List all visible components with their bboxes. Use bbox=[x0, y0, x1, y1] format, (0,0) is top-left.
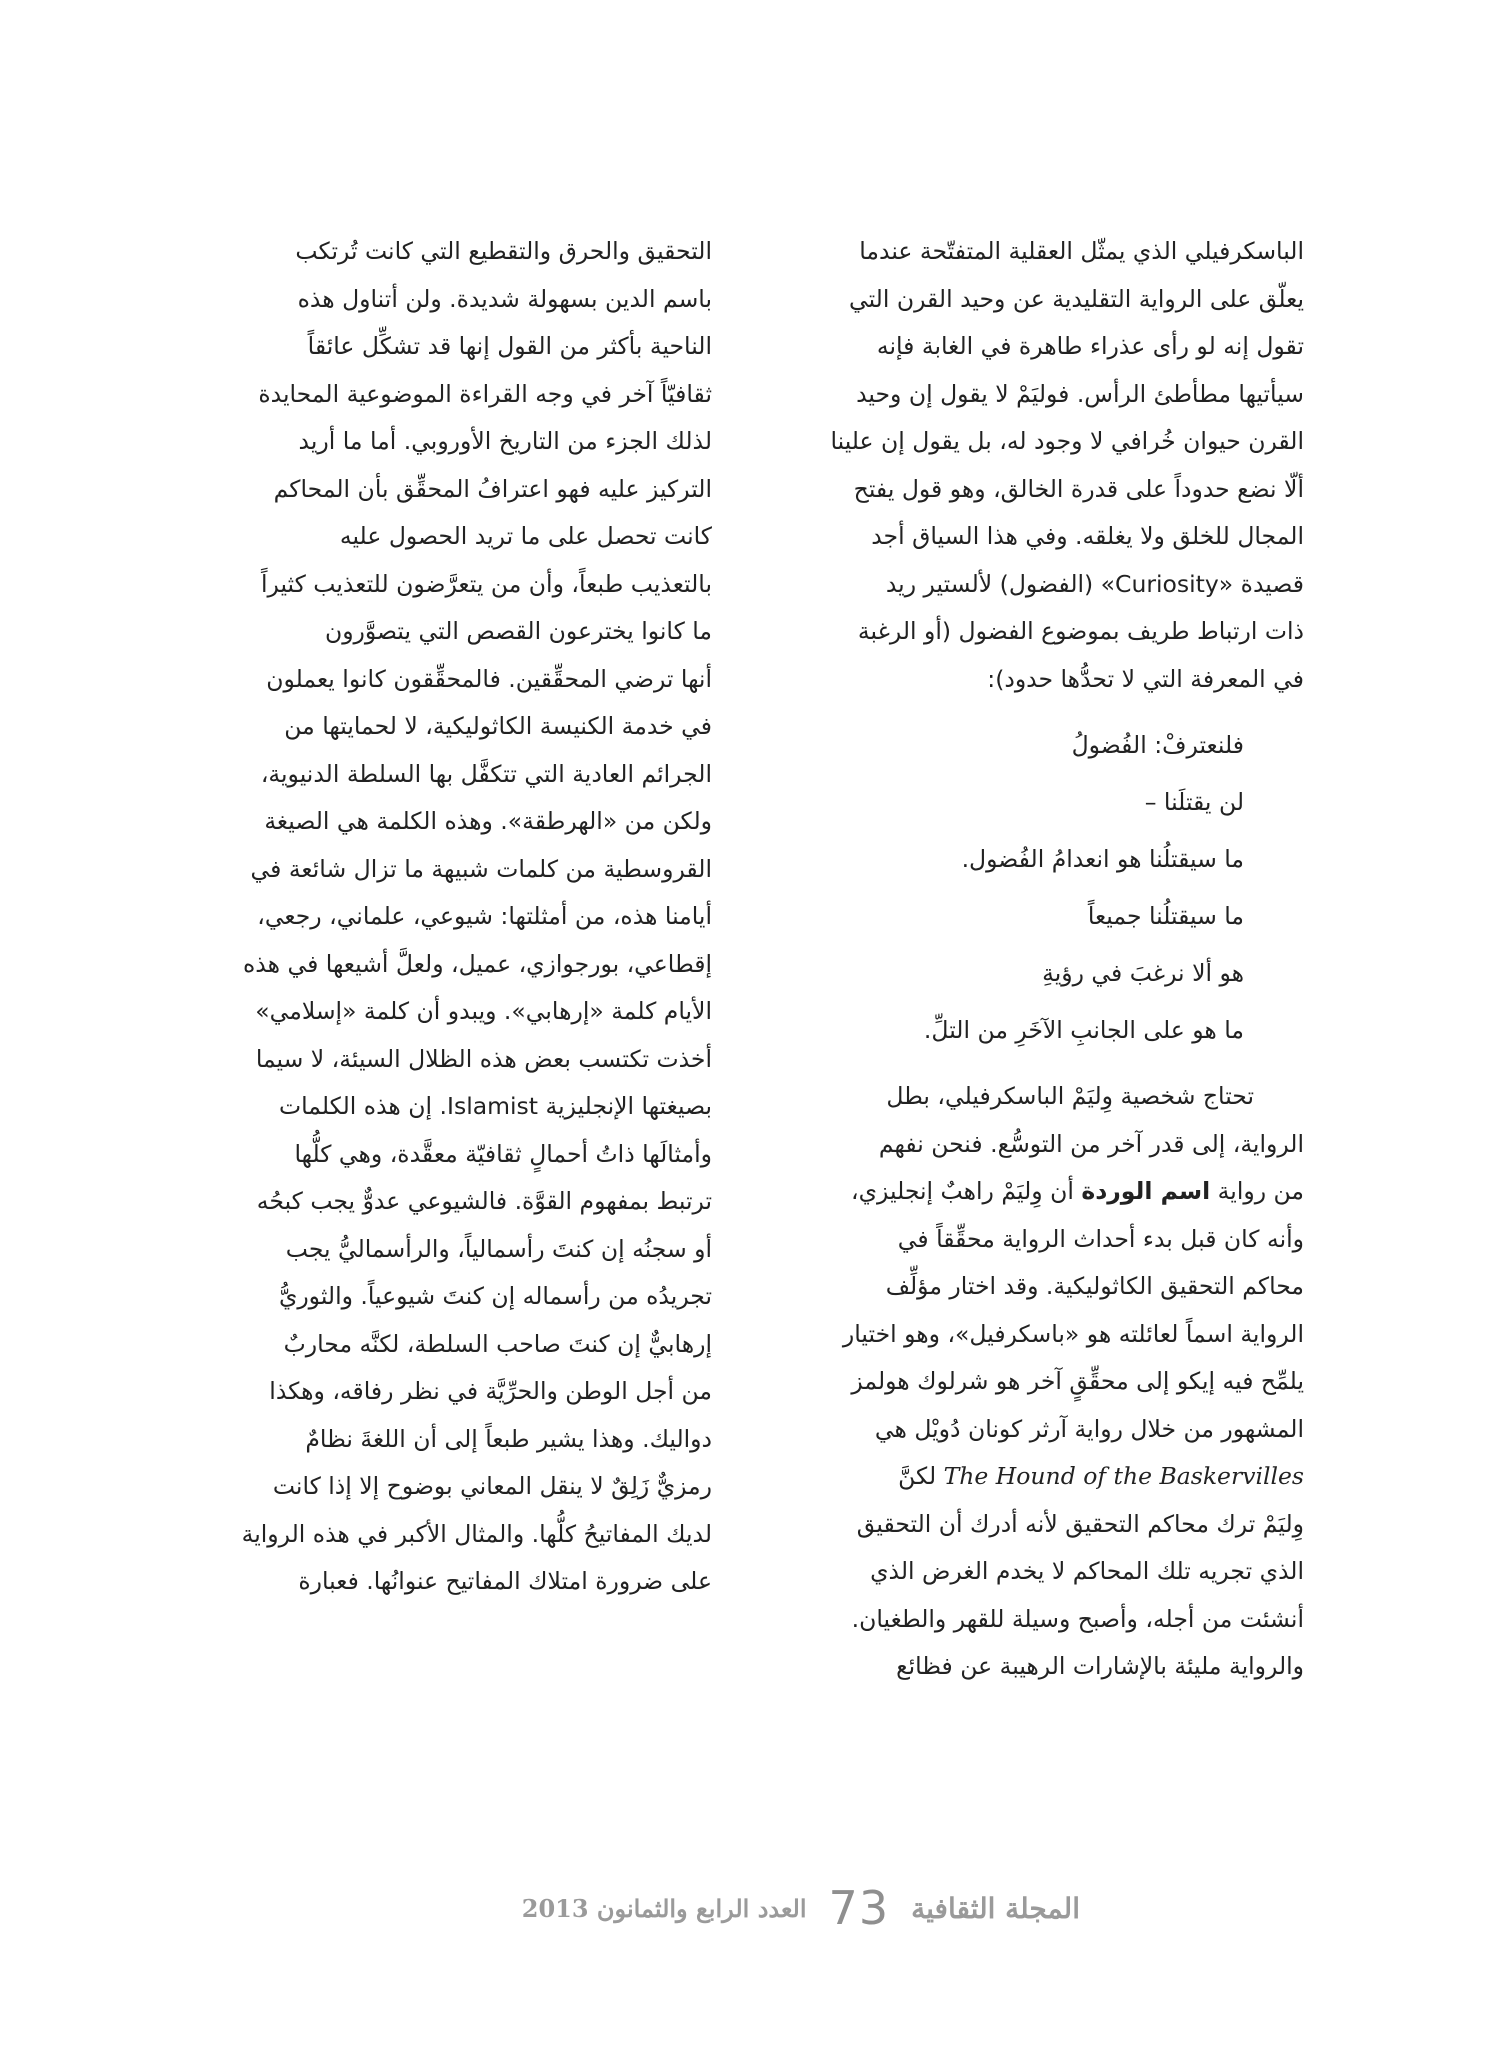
text-line: وأنه كان قبل بدء أحداث الرواية محقِّقاً في bbox=[897, 1224, 1304, 1253]
text-line: كانت تحصل على ما تريد الحصول عليه bbox=[339, 522, 712, 550]
text-line: الجرائم العادية التي تتكفَّل بها السلطة الدنيوية، bbox=[260, 759, 712, 788]
text-line: تحتاج شخصية وِليَمْ الباسكرفيلي، بطل bbox=[886, 1082, 1254, 1110]
text-line: الباسكرفيلي الذي يمثّل العقلية المتفتّحة عندما bbox=[859, 237, 1304, 265]
text-line: أخذت تكتسب بعض هذه الظلال السيئة، لا سيما bbox=[255, 1044, 712, 1073]
text-line: المجال للخلق ولا يغلقه. وفي هذا السياق أجد bbox=[871, 522, 1304, 550]
right-column bbox=[792, 228, 1304, 1691]
text-line: أنها ترضي المحقِّقين. فالمحقِّقون كانوا يعملون bbox=[266, 664, 712, 693]
text-line: لذلك الجزء من التاريخ الأوروبي. أما ما أريد bbox=[298, 427, 712, 455]
text-line: تقول إنه لو رأى عذراء طاهرة في الغابة فإنه bbox=[876, 332, 1304, 360]
text-line: باسم الدين بسهولة شديدة. ولن أتناول هذه bbox=[297, 284, 712, 313]
poem-line: ما هو على الجانبِ الآخَرِ من التلِّ. bbox=[923, 1016, 1244, 1044]
page-footer bbox=[440, 1880, 1080, 1936]
text-line: رمزيٌّ زَلِقٌ لا ينقل المعاني بوضوح إلا إذا كانت bbox=[272, 1472, 712, 1500]
text-fragment: من رواية bbox=[1210, 1177, 1304, 1205]
right-column-paragraph-2 bbox=[792, 1073, 1304, 1691]
text-line: الرواية اسماً لعائلته هو «باسكرفيل»، وهو اختيار bbox=[842, 1319, 1304, 1348]
text-line: القروسطية من كلمات شبيهة ما تزال شائعة في bbox=[250, 854, 712, 883]
text-line: الناحية بأكثر من القول إنها قد تشكِّل عائقاً bbox=[307, 332, 712, 360]
text-line: ما كانوا يخترعون القصص التي يتصوَّرون bbox=[324, 617, 712, 645]
text-line: وِليَمْ ترك محاكم التحقيق لأنه أدرك أن التحقيق bbox=[856, 1509, 1304, 1538]
text-line: القرن حيوان خُرافي لا وجود له، بل يقول إن علينا bbox=[830, 427, 1304, 455]
text-line: يلمِّح فيه إيكو إلى محقِّقٍ آخر هو شرلوك هولمز bbox=[851, 1367, 1304, 1395]
text-line: أنشئت من أجله، وأصبح وسيلة للقهر والطغيان. bbox=[851, 1604, 1304, 1633]
text-fragment: لكنَّ bbox=[898, 1462, 944, 1490]
text-line: بصيغتها الإنجليزية Islamist. إن هذه الكلمات bbox=[278, 1092, 712, 1120]
text-line: ترتبط بمفهوم القوَّة. فالشيوعي عدوٌّ يجب كبحُه bbox=[256, 1187, 712, 1215]
poem-line: ما سيقتلُنا جميعاً bbox=[1087, 902, 1244, 930]
poem-line: لن يقتلَنا – bbox=[1144, 788, 1244, 816]
text-line: أو سجنُه إن كنتَ رأسمالياً، والرأسماليُّ يجب bbox=[285, 1234, 712, 1263]
left-column bbox=[200, 228, 712, 1606]
text-line: ألّا نضع حدوداً على قدرة الخالق، وهو قول يفتح bbox=[853, 474, 1304, 503]
text-line: دواليك. وهذا يشير طبعاً إلى أن اللغةَ نظامٌ bbox=[305, 1424, 712, 1453]
page-number: 73 bbox=[828, 1881, 890, 1935]
text-line: على ضرورة امتلاك المفاتيح عنوانُها. فعبارة bbox=[298, 1567, 712, 1595]
text-line: من أجل الوطن والحرِّيَّة في نظر رفاقه، وهكذا bbox=[269, 1377, 712, 1405]
text-line: تجريدُه من رأسماله إن كنتَ شيوعياً. والثوريُّ bbox=[278, 1282, 712, 1310]
poem-line: فلنعترفْ: الفُضولُ bbox=[1071, 731, 1244, 759]
text-line: التحقيق والحرق والتقطيع التي كانت تُرتكب bbox=[295, 237, 712, 265]
text-line bbox=[792, 1168, 1304, 1216]
text-line: قصيدة «Curiosity» (الفضول) لألستير ريد bbox=[885, 569, 1304, 598]
text-line: في خدمة الكنيسة الكاثوليكية، لا لحمايتها من bbox=[284, 712, 712, 740]
text-fragment: أن وِليَمْ راهبٌ إنجليزي، bbox=[851, 1177, 1082, 1205]
poem-line: هو ألا نرغبَ في رؤيةِ bbox=[1042, 959, 1244, 987]
text-line: أيامنا هذه، من أمثلتها: شيوعي، علماني، رجعي، bbox=[257, 902, 712, 930]
text-line: إرهابيٌّ إن كنتَ صاحب السلطة، لكنَّه محاربٌ bbox=[283, 1329, 712, 1358]
english-book-title: The Hound of the Baskervilles bbox=[943, 1462, 1304, 1490]
poem-line: ما سيقتلُنا هو انعدامُ الفُضول. bbox=[961, 845, 1244, 873]
right-column-paragraph-1 bbox=[792, 228, 1304, 703]
text-line: يعلّق على الرواية التقليدية عن وحيد القرن التي bbox=[848, 284, 1304, 313]
text-line: الرواية، إلى قدر آخر من التوسُّع. فنحن نفهم bbox=[878, 1129, 1304, 1158]
text-line: ثقافيّاً آخر في وجه القراءة الموضوعية المحايدة bbox=[258, 379, 712, 408]
text-line: التركيز عليه فهو اعترافُ المحقِّق بأن المحاكم bbox=[273, 474, 712, 503]
text-line: والرواية مليئة بالإشارات الرهيبة عن فظائع bbox=[896, 1652, 1304, 1680]
text-line: في المعرفة التي لا تحدُّها حدود): bbox=[987, 664, 1304, 693]
text-line: الذي تجريه تلك المحاكم لا يخدم الغرض الذي bbox=[870, 1557, 1304, 1585]
poem-block bbox=[792, 717, 1304, 1059]
text-line bbox=[792, 1453, 1304, 1501]
text-line: إقطاعي، بورجوازي، عميل، ولعلَّ أشيعها في هذه bbox=[243, 949, 712, 978]
text-line: المشهور من خلال رواية آرثر كونان دُويْل هي bbox=[874, 1414, 1304, 1443]
text-line: سيأتيها مطأطئ الرأس. فوليَمْ لا يقول إن وحيد bbox=[856, 379, 1304, 408]
text-line: محاكم التحقيق الكاثوليكية. وقد اختار مؤلِّف bbox=[885, 1272, 1304, 1300]
text-line: الأيام كلمة «إرهابي». ويبدو أن كلمة «إسلامي» bbox=[255, 997, 712, 1025]
text-line: لديك المفاتيحُ كلُّها. والمثال الأكبر في هذه الرواية bbox=[241, 1519, 712, 1548]
text-line: وأمثالَها ذاتُ أحمالٍ ثقافيّة معقَّدة، وهي كلُّها bbox=[294, 1139, 712, 1168]
text-line: ولكن من «الهرطقة». وهذه الكلمة هي الصيغة bbox=[264, 807, 712, 835]
book-title: اسم الوردة bbox=[1081, 1177, 1211, 1205]
magazine-name: المجلة الثقافية bbox=[911, 1891, 1080, 1925]
text-line: ذات ارتباط طريف بموضوع الفضول (أو الرغبة bbox=[857, 617, 1304, 645]
issue-label: العدد الرابع والثمانون 2013 bbox=[521, 1893, 807, 1923]
text-line: بالتعذيب طبعاً، وأن من يتعرَّضون للتعذيب كثيراً bbox=[260, 569, 712, 598]
